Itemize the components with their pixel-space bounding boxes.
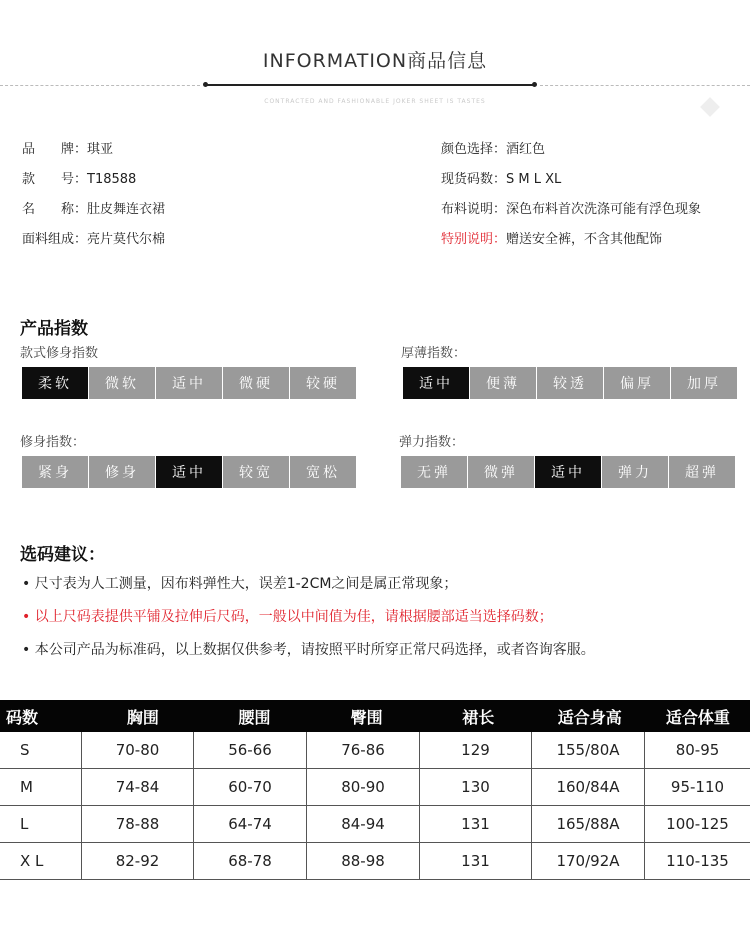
page-title: INFORMATION商品信息	[262, 50, 488, 72]
column-header: 适合身高	[557, 707, 622, 727]
info-color	[441, 138, 545, 157]
advice-note: • 本公司产品为标准码，以上数据仅供参考，请按照平时所穿正常尺码选择，或者咨询客服。	[22, 642, 595, 658]
size-table	[0, 700, 750, 880]
scale-option: 适中	[156, 367, 222, 399]
info-fabric-note	[441, 198, 701, 217]
divider	[205, 84, 535, 86]
thickness-scale	[403, 367, 738, 399]
info-label: 布料说明：	[441, 202, 507, 217]
info-value: 肚皮舞连衣裙	[87, 202, 166, 217]
table-cell: 56-66	[194, 732, 307, 768]
info-fabric	[22, 228, 165, 247]
table-cell: 100-125	[666, 815, 729, 833]
info-value: 酒红色	[506, 142, 546, 157]
section-title-advice: 选码建议：	[20, 545, 105, 565]
style-fit-label: 款式修身指数	[20, 346, 99, 361]
table-row	[0, 769, 750, 806]
info-style-no	[22, 168, 136, 187]
table-cell: 76-86	[307, 732, 420, 768]
table-cell: 68-78	[194, 843, 307, 879]
advice-note: • 尺寸表为人工测量，因布料弹性大，误差1-2CM之间是属正常现象；	[22, 576, 458, 592]
scale-option-selected: 适中	[403, 367, 469, 399]
column-header: 裙长	[462, 707, 495, 727]
scale-option: 较硬	[290, 367, 356, 399]
column-header: 码数	[6, 707, 39, 727]
scale-option: 修身	[89, 456, 155, 488]
scale-option-selected: 适中	[156, 456, 222, 488]
column-header: 适合体重	[665, 707, 730, 727]
info-value: 深色布料首次洗涤可能有浮色现象	[506, 202, 702, 217]
table-cell: 155/80A	[532, 732, 645, 768]
scale-option-selected: 柔软	[22, 367, 88, 399]
table-cell: 129	[420, 732, 532, 768]
scale-option: 微软	[89, 367, 155, 399]
table-cell: L	[0, 806, 82, 842]
info-value: S M L XL	[506, 172, 562, 187]
table-cell: 82-92	[82, 843, 194, 879]
info-name	[22, 198, 165, 217]
table-cell: 131	[420, 843, 532, 879]
scale-option: 较宽	[223, 456, 289, 488]
scale-option: 无弹	[401, 456, 467, 488]
info-label: 颜色选择：	[441, 142, 507, 157]
info-value: 亮片莫代尔棉	[87, 232, 166, 247]
info-sizes	[441, 168, 561, 187]
scale-option: 便薄	[470, 367, 536, 399]
column-header: 腰围	[238, 707, 271, 727]
table-cell: 165/88A	[532, 806, 645, 842]
info-label-special: 特别说明：	[441, 232, 507, 247]
table-cell: 80-95	[675, 741, 720, 759]
info-value: T18588	[87, 172, 137, 187]
scale-option: 微硬	[223, 367, 289, 399]
table-cell: 60-70	[194, 769, 307, 805]
scale-option: 加厚	[671, 367, 737, 399]
divider	[540, 85, 750, 86]
scale-option-selected: 适中	[535, 456, 601, 488]
divider	[0, 85, 200, 86]
section-title-indices: 产品指数	[20, 319, 88, 339]
table-header	[0, 700, 750, 732]
table-cell: 80-90	[307, 769, 420, 805]
table-cell: 170/92A	[532, 843, 645, 879]
info-label: 现货码数：	[441, 172, 507, 187]
thickness-label: 厚薄指数：	[401, 346, 467, 361]
info-value: 赠送安全裤，不含其他配饰	[506, 232, 663, 247]
info-special	[441, 228, 662, 247]
table-cell: 84-94	[307, 806, 420, 842]
info-label: 名 称：	[22, 202, 88, 217]
table-cell: 74-84	[82, 769, 194, 805]
table-cell: X L	[0, 843, 82, 879]
column-header: 胸围	[126, 707, 159, 727]
scale-option: 弹力	[602, 456, 668, 488]
info-brand	[22, 138, 113, 157]
divider-dot	[532, 82, 537, 87]
info-label: 款 号：	[22, 172, 88, 187]
table-cell: 131	[420, 806, 532, 842]
column-header: 臀围	[350, 707, 383, 727]
scale-option: 紧身	[22, 456, 88, 488]
table-cell: S	[0, 732, 82, 768]
info-label: 品 牌：	[22, 142, 88, 157]
table-cell: 70-80	[82, 732, 194, 768]
advice-note-highlight: • 以上尺码表提供平铺及拉伸后尺码，一般以中间值为佳，请根据腰部适当选择码数；	[22, 609, 553, 625]
scale-option: 宽松	[290, 456, 356, 488]
table-row	[0, 806, 750, 843]
table-cell: M	[0, 769, 82, 805]
table-cell: 160/84A	[532, 769, 645, 805]
style-fit-scale	[22, 367, 357, 399]
elasticity-label: 弹力指数：	[399, 435, 465, 450]
divider-dot	[203, 82, 208, 87]
table-cell: 78-88	[82, 806, 194, 842]
scale-option: 微弹	[468, 456, 534, 488]
scale-option: 超弹	[669, 456, 735, 488]
info-label: 面料组成：	[22, 232, 88, 247]
scale-option: 较透	[537, 367, 603, 399]
info-value: 琪亚	[87, 142, 114, 157]
table-cell: 64-74	[194, 806, 307, 842]
elasticity-scale	[401, 456, 736, 488]
table-row	[0, 732, 750, 769]
table-cell: 110-135	[666, 852, 729, 870]
table-cell: 88-98	[307, 843, 420, 879]
table-cell: 130	[420, 769, 532, 805]
fit-label: 修身指数：	[20, 435, 86, 450]
page-subtitle: CONTRACTED AND FASHIONABLE JOKER SHEET IS TASTES	[264, 98, 486, 105]
table-row	[0, 843, 750, 880]
table-cell: 95-110	[670, 778, 725, 796]
scale-option: 偏厚	[604, 367, 670, 399]
fit-scale	[22, 456, 357, 488]
